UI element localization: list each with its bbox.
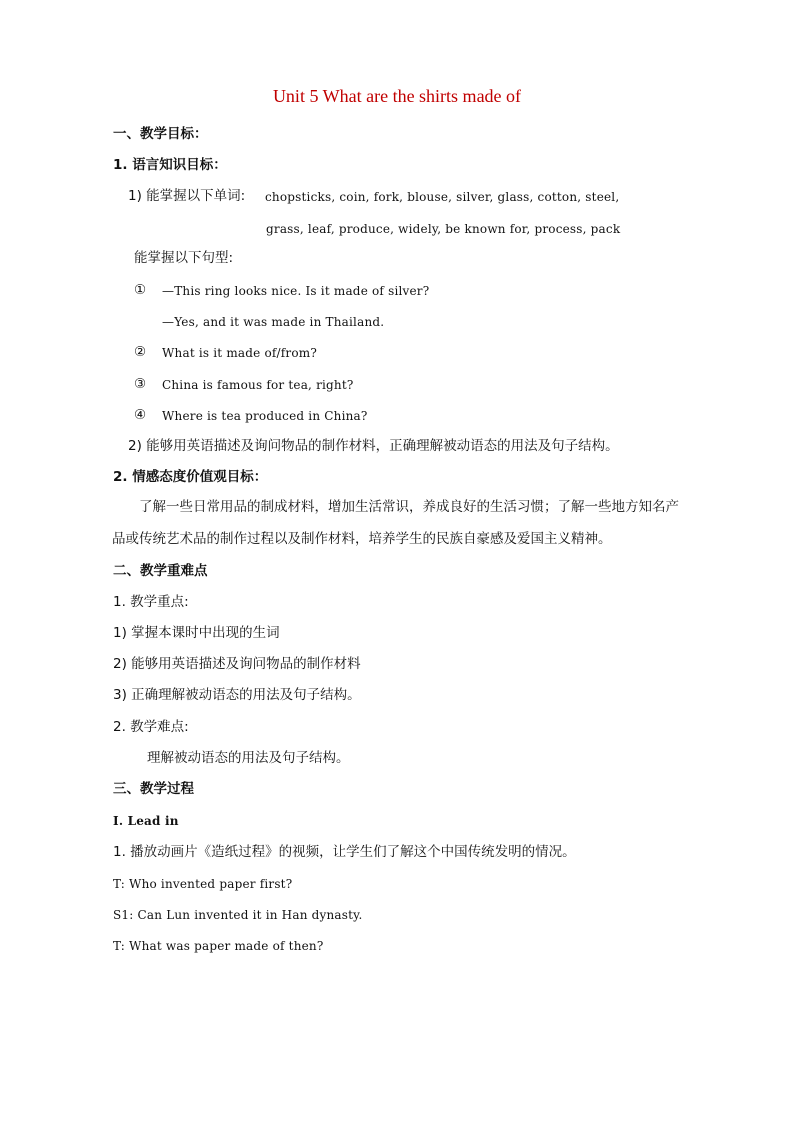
key-point-3: 3) 正确理解被动语态的用法及句子结构。 (113, 687, 361, 703)
section-1-sub1: 1. 语言知识目标： (113, 157, 227, 173)
section-3-heading: 三、教学过程 (113, 781, 194, 797)
dialog-line-1: T: Who invented paper first? (113, 877, 293, 891)
key-point-2: 2) 能够用英语描述及询问物品的制作材料 (113, 656, 361, 672)
objective-item-2: 2) 能够用英语描述及询问物品的制作材料，正确理解被动语态的用法及句子结构。 (128, 438, 619, 454)
section-1-sub2: 2. 情感态度价值观目标： (113, 469, 268, 485)
page-title: Unit 5 What are the shirts made of (272, 86, 522, 106)
pattern-mark-3: ③ (134, 376, 147, 392)
step-lead-in: Ⅰ. Lead in (113, 814, 179, 828)
key-points-label: 1. 教学重点: (113, 594, 189, 610)
step-1-text: 1. 播放动画片《造纸过程》的视频，让学生们了解这个中国传统发明的情况。 (113, 844, 576, 860)
difficulty-text: 理解被动语态的用法及句子结构。 (147, 750, 350, 766)
section-1-heading: 一、教学目标： (113, 126, 208, 142)
patterns-label: 能掌握以下句型: (134, 250, 234, 266)
pattern-mark-4: ④ (134, 407, 147, 423)
pattern-text-2: What is it made of/from? (162, 346, 317, 360)
vocab-line-1: chopsticks, coin, fork, blouse, silver, glass, cotton, steel, (265, 190, 620, 204)
pattern-text-4: Where is tea produced in China? (162, 409, 368, 423)
difficulty-label: 2. 教学难点: (113, 719, 189, 735)
pattern-mark-2: ② (134, 344, 147, 360)
pattern-text-3: China is famous for tea, right? (162, 378, 354, 392)
dialog-line-3: T: What was paper made of then? (113, 939, 324, 953)
vocab-label: 1) 能掌握以下单词: (128, 188, 246, 204)
section-2-heading: 二、教学重难点 (113, 563, 208, 579)
pattern-text-1b: —Yes, and it was made in Thailand. (162, 315, 385, 329)
vocab-line-2: grass, leaf, produce, widely, be known for, process, pack (266, 222, 621, 236)
dialog-line-2: S1: Can Lun invented it in Han dynasty. (113, 908, 363, 922)
pattern-text-1: —This ring looks nice. Is it made of silver? (162, 284, 430, 298)
key-point-1: 1) 掌握本课时中出现的生词 (113, 625, 280, 641)
attitude-paragraph: 了解一些日常用品的制成材料，增加生活常识，养成良好的生活习惯；了解一些地方知名产品或传统艺术品的制作过程以及制作材料，培养学生的民族自豪感及爱国主义精神。 (112, 499, 679, 547)
pattern-mark-1: ① (134, 282, 147, 298)
